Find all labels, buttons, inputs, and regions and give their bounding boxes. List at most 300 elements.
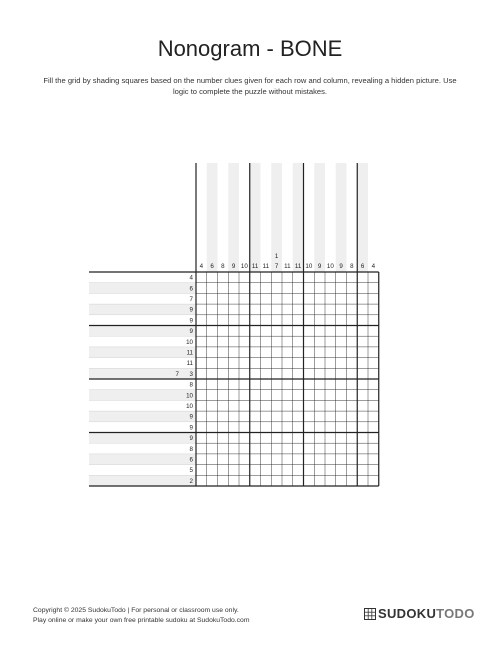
- grid-cell[interactable]: [250, 283, 261, 294]
- grid-cell[interactable]: [368, 443, 379, 454]
- grid-cell[interactable]: [336, 411, 347, 422]
- grid-cell[interactable]: [314, 293, 325, 304]
- grid-cell[interactable]: [347, 293, 358, 304]
- grid-cell[interactable]: [250, 293, 261, 304]
- grid-cell[interactable]: [325, 411, 336, 422]
- grid-cell[interactable]: [336, 293, 347, 304]
- grid-cell[interactable]: [325, 368, 336, 379]
- grid-cell[interactable]: [282, 433, 293, 444]
- grid-cell[interactable]: [368, 475, 379, 486]
- grid-cell[interactable]: [207, 358, 218, 369]
- grid-cell[interactable]: [239, 326, 250, 337]
- grid-cell[interactable]: [218, 368, 229, 379]
- grid-cell[interactable]: [261, 358, 272, 369]
- grid-cell[interactable]: [314, 304, 325, 315]
- grid-cell[interactable]: [239, 336, 250, 347]
- grid-cell[interactable]: [207, 293, 218, 304]
- grid-cell[interactable]: [218, 293, 229, 304]
- grid-cell[interactable]: [357, 400, 368, 411]
- grid-cell[interactable]: [304, 465, 315, 476]
- grid-cell[interactable]: [271, 433, 282, 444]
- grid-cell[interactable]: [314, 400, 325, 411]
- grid-cell[interactable]: [207, 422, 218, 433]
- grid-cell[interactable]: [304, 454, 315, 465]
- grid-cell[interactable]: [357, 411, 368, 422]
- grid-cell[interactable]: [218, 379, 229, 390]
- grid-cell[interactable]: [325, 347, 336, 358]
- grid-cell[interactable]: [293, 358, 304, 369]
- grid-cell[interactable]: [314, 411, 325, 422]
- grid-cell[interactable]: [196, 422, 207, 433]
- grid-cell[interactable]: [282, 272, 293, 283]
- grid-cell[interactable]: [207, 347, 218, 358]
- grid-cell[interactable]: [282, 326, 293, 337]
- grid-cell[interactable]: [368, 347, 379, 358]
- grid-cell[interactable]: [347, 326, 358, 337]
- grid-cell[interactable]: [368, 422, 379, 433]
- grid-cell[interactable]: [228, 454, 239, 465]
- grid-cell[interactable]: [239, 283, 250, 294]
- grid-cell[interactable]: [250, 368, 261, 379]
- grid-cell[interactable]: [336, 368, 347, 379]
- grid-cell[interactable]: [228, 422, 239, 433]
- grid-cell[interactable]: [207, 390, 218, 401]
- grid-cell[interactable]: [293, 304, 304, 315]
- grid-cell[interactable]: [368, 283, 379, 294]
- grid-cell[interactable]: [293, 326, 304, 337]
- grid-cell[interactable]: [207, 379, 218, 390]
- grid-cell[interactable]: [347, 454, 358, 465]
- grid-cell[interactable]: [271, 336, 282, 347]
- grid-cell[interactable]: [282, 358, 293, 369]
- grid-cell[interactable]: [239, 475, 250, 486]
- grid-cell[interactable]: [336, 315, 347, 326]
- grid-cell[interactable]: [357, 443, 368, 454]
- grid-cell[interactable]: [325, 400, 336, 411]
- grid-cell[interactable]: [196, 475, 207, 486]
- grid-cell[interactable]: [218, 358, 229, 369]
- grid-cell[interactable]: [368, 433, 379, 444]
- grid-cell[interactable]: [282, 411, 293, 422]
- grid-cell[interactable]: [207, 304, 218, 315]
- grid-cell[interactable]: [325, 336, 336, 347]
- grid-cell[interactable]: [271, 283, 282, 294]
- grid-cell[interactable]: [347, 400, 358, 411]
- grid-cell[interactable]: [261, 411, 272, 422]
- grid-cell[interactable]: [304, 379, 315, 390]
- grid-cell[interactable]: [207, 272, 218, 283]
- grid-cell[interactable]: [347, 465, 358, 476]
- grid-cell[interactable]: [250, 443, 261, 454]
- grid-cell[interactable]: [250, 475, 261, 486]
- grid-cell[interactable]: [207, 454, 218, 465]
- grid-cell[interactable]: [250, 454, 261, 465]
- grid-cell[interactable]: [336, 283, 347, 294]
- grid-cell[interactable]: [250, 379, 261, 390]
- grid-cell[interactable]: [207, 433, 218, 444]
- grid-cell[interactable]: [271, 475, 282, 486]
- grid-cell[interactable]: [304, 358, 315, 369]
- grid-cell[interactable]: [293, 454, 304, 465]
- grid-cell[interactable]: [336, 272, 347, 283]
- grid-cell[interactable]: [336, 390, 347, 401]
- grid-cell[interactable]: [368, 293, 379, 304]
- grid-cell[interactable]: [293, 347, 304, 358]
- grid-cell[interactable]: [325, 283, 336, 294]
- grid-cell[interactable]: [336, 400, 347, 411]
- grid-cell[interactable]: [293, 400, 304, 411]
- grid-cell[interactable]: [304, 326, 315, 337]
- grid-cell[interactable]: [357, 315, 368, 326]
- grid-cell[interactable]: [314, 358, 325, 369]
- grid-cell[interactable]: [347, 379, 358, 390]
- grid-cell[interactable]: [196, 390, 207, 401]
- grid-cell[interactable]: [261, 315, 272, 326]
- grid-cell[interactable]: [314, 443, 325, 454]
- grid-cell[interactable]: [357, 347, 368, 358]
- grid-cell[interactable]: [368, 465, 379, 476]
- grid-cell[interactable]: [325, 358, 336, 369]
- grid-cell[interactable]: [196, 379, 207, 390]
- grid-cell[interactable]: [239, 433, 250, 444]
- grid-cell[interactable]: [282, 283, 293, 294]
- grid-cell[interactable]: [304, 443, 315, 454]
- grid-cell[interactable]: [250, 411, 261, 422]
- grid-cell[interactable]: [228, 304, 239, 315]
- grid-cell[interactable]: [261, 443, 272, 454]
- grid-cell[interactable]: [368, 368, 379, 379]
- grid-cell[interactable]: [347, 358, 358, 369]
- grid-cell[interactable]: [261, 293, 272, 304]
- grid-cell[interactable]: [347, 304, 358, 315]
- grid-cell[interactable]: [304, 411, 315, 422]
- grid-cell[interactable]: [196, 347, 207, 358]
- grid-cell[interactable]: [304, 475, 315, 486]
- grid-cell[interactable]: [250, 400, 261, 411]
- grid-cell[interactable]: [314, 379, 325, 390]
- grid-cell[interactable]: [239, 454, 250, 465]
- grid-cell[interactable]: [304, 336, 315, 347]
- grid-cell[interactable]: [314, 315, 325, 326]
- grid-cell[interactable]: [293, 336, 304, 347]
- grid-cell[interactable]: [261, 347, 272, 358]
- grid-cell[interactable]: [228, 315, 239, 326]
- grid-cell[interactable]: [228, 283, 239, 294]
- grid-cell[interactable]: [357, 390, 368, 401]
- grid-cell[interactable]: [271, 422, 282, 433]
- grid-cell[interactable]: [357, 368, 368, 379]
- grid-cell[interactable]: [293, 411, 304, 422]
- grid-cell[interactable]: [261, 368, 272, 379]
- grid-cell[interactable]: [228, 443, 239, 454]
- grid-cell[interactable]: [304, 304, 315, 315]
- grid-cell[interactable]: [293, 368, 304, 379]
- grid-cell[interactable]: [368, 304, 379, 315]
- grid-cell[interactable]: [250, 326, 261, 337]
- grid-cell[interactable]: [293, 283, 304, 294]
- grid-cell[interactable]: [368, 336, 379, 347]
- grid-cell[interactable]: [271, 379, 282, 390]
- grid-cell[interactable]: [207, 400, 218, 411]
- grid-cell[interactable]: [261, 422, 272, 433]
- grid-cell[interactable]: [336, 347, 347, 358]
- grid-cell[interactable]: [218, 422, 229, 433]
- grid-cell[interactable]: [196, 293, 207, 304]
- grid-cell[interactable]: [196, 443, 207, 454]
- grid-cell[interactable]: [228, 358, 239, 369]
- grid-cell[interactable]: [228, 368, 239, 379]
- grid-cell[interactable]: [347, 411, 358, 422]
- grid-cell[interactable]: [368, 315, 379, 326]
- grid-cell[interactable]: [207, 475, 218, 486]
- grid-cell[interactable]: [239, 390, 250, 401]
- grid-cell[interactable]: [282, 465, 293, 476]
- grid-cell[interactable]: [261, 379, 272, 390]
- grid-cell[interactable]: [314, 336, 325, 347]
- grid-cell[interactable]: [228, 272, 239, 283]
- grid-cell[interactable]: [218, 475, 229, 486]
- grid-cell[interactable]: [196, 272, 207, 283]
- grid-cell[interactable]: [293, 379, 304, 390]
- grid-cell[interactable]: [282, 347, 293, 358]
- grid-cell[interactable]: [239, 422, 250, 433]
- grid-cell[interactable]: [336, 336, 347, 347]
- grid-cell[interactable]: [293, 465, 304, 476]
- grid-cell[interactable]: [282, 422, 293, 433]
- grid-cell[interactable]: [239, 272, 250, 283]
- grid-cell[interactable]: [325, 454, 336, 465]
- grid-cell[interactable]: [239, 368, 250, 379]
- grid-cell[interactable]: [196, 368, 207, 379]
- grid-cell[interactable]: [196, 283, 207, 294]
- grid-cell[interactable]: [218, 283, 229, 294]
- grid-cell[interactable]: [196, 465, 207, 476]
- grid-cell[interactable]: [218, 465, 229, 476]
- grid-cell[interactable]: [282, 454, 293, 465]
- grid-cell[interactable]: [293, 433, 304, 444]
- grid-cell[interactable]: [357, 272, 368, 283]
- grid-cell[interactable]: [250, 336, 261, 347]
- grid-cell[interactable]: [218, 454, 229, 465]
- grid-cell[interactable]: [336, 326, 347, 337]
- grid-cell[interactable]: [239, 358, 250, 369]
- grid-cell[interactable]: [304, 283, 315, 294]
- grid-cell[interactable]: [282, 379, 293, 390]
- grid-cell[interactable]: [261, 400, 272, 411]
- grid-cell[interactable]: [196, 454, 207, 465]
- grid-cell[interactable]: [250, 315, 261, 326]
- grid-cell[interactable]: [336, 454, 347, 465]
- grid-cell[interactable]: [293, 315, 304, 326]
- grid-cell[interactable]: [228, 390, 239, 401]
- grid-cell[interactable]: [357, 358, 368, 369]
- grid-cell[interactable]: [261, 465, 272, 476]
- grid-cell[interactable]: [218, 433, 229, 444]
- grid-cell[interactable]: [357, 433, 368, 444]
- grid-cell[interactable]: [261, 283, 272, 294]
- grid-cell[interactable]: [293, 390, 304, 401]
- grid-cell[interactable]: [314, 272, 325, 283]
- grid-cell[interactable]: [207, 443, 218, 454]
- grid-cell[interactable]: [196, 326, 207, 337]
- grid-cell[interactable]: [239, 379, 250, 390]
- grid-cell[interactable]: [293, 293, 304, 304]
- grid-cell[interactable]: [196, 336, 207, 347]
- grid-cell[interactable]: [368, 272, 379, 283]
- grid-cell[interactable]: [271, 390, 282, 401]
- grid-cell[interactable]: [239, 443, 250, 454]
- grid-cell[interactable]: [282, 293, 293, 304]
- grid-cell[interactable]: [250, 465, 261, 476]
- grid-cell[interactable]: [218, 443, 229, 454]
- grid-cell[interactable]: [228, 475, 239, 486]
- grid-cell[interactable]: [261, 433, 272, 444]
- grid-cell[interactable]: [347, 315, 358, 326]
- grid-cell[interactable]: [314, 475, 325, 486]
- grid-cell[interactable]: [347, 422, 358, 433]
- grid-cell[interactable]: [271, 368, 282, 379]
- grid-cell[interactable]: [347, 390, 358, 401]
- grid-cell[interactable]: [336, 475, 347, 486]
- grid-cell[interactable]: [271, 400, 282, 411]
- grid-cell[interactable]: [314, 422, 325, 433]
- grid-cell[interactable]: [228, 293, 239, 304]
- grid-cell[interactable]: [368, 358, 379, 369]
- grid-cell[interactable]: [271, 272, 282, 283]
- grid-cell[interactable]: [336, 422, 347, 433]
- grid-cell[interactable]: [239, 465, 250, 476]
- grid-cell[interactable]: [336, 443, 347, 454]
- grid-cell[interactable]: [250, 347, 261, 358]
- grid-cell[interactable]: [293, 272, 304, 283]
- grid-cell[interactable]: [239, 411, 250, 422]
- grid-cell[interactable]: [347, 272, 358, 283]
- grid-cell[interactable]: [228, 400, 239, 411]
- grid-cell[interactable]: [196, 304, 207, 315]
- grid-cell[interactable]: [325, 390, 336, 401]
- grid-cell[interactable]: [357, 336, 368, 347]
- grid-cell[interactable]: [314, 283, 325, 294]
- grid-cell[interactable]: [271, 347, 282, 358]
- grid-cell[interactable]: [325, 379, 336, 390]
- grid-cell[interactable]: [271, 465, 282, 476]
- grid-cell[interactable]: [228, 379, 239, 390]
- grid-cell[interactable]: [218, 315, 229, 326]
- grid-cell[interactable]: [304, 433, 315, 444]
- grid-cell[interactable]: [261, 475, 272, 486]
- grid-cell[interactable]: [282, 475, 293, 486]
- grid-cell[interactable]: [325, 433, 336, 444]
- grid-cell[interactable]: [304, 347, 315, 358]
- grid-cell[interactable]: [271, 443, 282, 454]
- grid-cell[interactable]: [250, 358, 261, 369]
- grid-cell[interactable]: [261, 326, 272, 337]
- grid-cell[interactable]: [314, 390, 325, 401]
- grid-cell[interactable]: [293, 443, 304, 454]
- grid-cell[interactable]: [218, 304, 229, 315]
- grid-cell[interactable]: [261, 454, 272, 465]
- grid-cell[interactable]: [196, 400, 207, 411]
- grid-cell[interactable]: [196, 411, 207, 422]
- grid-cell[interactable]: [368, 400, 379, 411]
- grid-cell[interactable]: [325, 272, 336, 283]
- grid-cell[interactable]: [282, 304, 293, 315]
- grid-cell[interactable]: [271, 293, 282, 304]
- grid-cell[interactable]: [271, 454, 282, 465]
- grid-cell[interactable]: [325, 326, 336, 337]
- grid-cell[interactable]: [314, 326, 325, 337]
- grid-cell[interactable]: [325, 315, 336, 326]
- grid-cell[interactable]: [325, 443, 336, 454]
- grid-cell[interactable]: [368, 326, 379, 337]
- grid-cell[interactable]: [239, 347, 250, 358]
- grid-cell[interactable]: [239, 293, 250, 304]
- grid-cell[interactable]: [336, 304, 347, 315]
- grid-cell[interactable]: [293, 422, 304, 433]
- grid-cell[interactable]: [347, 443, 358, 454]
- grid-cell[interactable]: [218, 411, 229, 422]
- grid-cell[interactable]: [314, 368, 325, 379]
- grid-cell[interactable]: [271, 304, 282, 315]
- grid-cell[interactable]: [218, 336, 229, 347]
- grid-cell[interactable]: [336, 465, 347, 476]
- grid-cell[interactable]: [207, 315, 218, 326]
- grid-cell[interactable]: [228, 433, 239, 444]
- grid-cell[interactable]: [325, 465, 336, 476]
- grid-cell[interactable]: [218, 347, 229, 358]
- grid-cell[interactable]: [271, 315, 282, 326]
- grid-cell[interactable]: [304, 315, 315, 326]
- grid-cell[interactable]: [250, 304, 261, 315]
- grid-cell[interactable]: [250, 433, 261, 444]
- grid-cell[interactable]: [357, 293, 368, 304]
- grid-cell[interactable]: [228, 411, 239, 422]
- grid-cell[interactable]: [304, 368, 315, 379]
- grid-cell[interactable]: [347, 433, 358, 444]
- grid-cell[interactable]: [368, 454, 379, 465]
- grid-cell[interactable]: [196, 315, 207, 326]
- grid-cell[interactable]: [304, 293, 315, 304]
- grid-cell[interactable]: [304, 422, 315, 433]
- grid-cell[interactable]: [347, 336, 358, 347]
- grid-cell[interactable]: [218, 390, 229, 401]
- grid-cell[interactable]: [228, 326, 239, 337]
- grid-cell[interactable]: [336, 379, 347, 390]
- grid-cell[interactable]: [325, 304, 336, 315]
- grid-cell[interactable]: [304, 390, 315, 401]
- grid-cell[interactable]: [207, 283, 218, 294]
- grid-cell[interactable]: [207, 465, 218, 476]
- grid-cell[interactable]: [357, 475, 368, 486]
- grid-cell[interactable]: [357, 326, 368, 337]
- grid-cell[interactable]: [228, 336, 239, 347]
- grid-cell[interactable]: [304, 400, 315, 411]
- grid-cell[interactable]: [282, 443, 293, 454]
- grid-cell[interactable]: [239, 304, 250, 315]
- grid-cell[interactable]: [261, 390, 272, 401]
- grid-cell[interactable]: [218, 326, 229, 337]
- grid-cell[interactable]: [357, 379, 368, 390]
- grid-cell[interactable]: [282, 315, 293, 326]
- grid-cell[interactable]: [228, 465, 239, 476]
- grid-cell[interactable]: [293, 475, 304, 486]
- grid-cell[interactable]: [282, 390, 293, 401]
- grid-cell[interactable]: [250, 390, 261, 401]
- grid-cell[interactable]: [314, 433, 325, 444]
- grid-cell[interactable]: [336, 358, 347, 369]
- grid-cell[interactable]: [357, 422, 368, 433]
- grid-cell[interactable]: [250, 272, 261, 283]
